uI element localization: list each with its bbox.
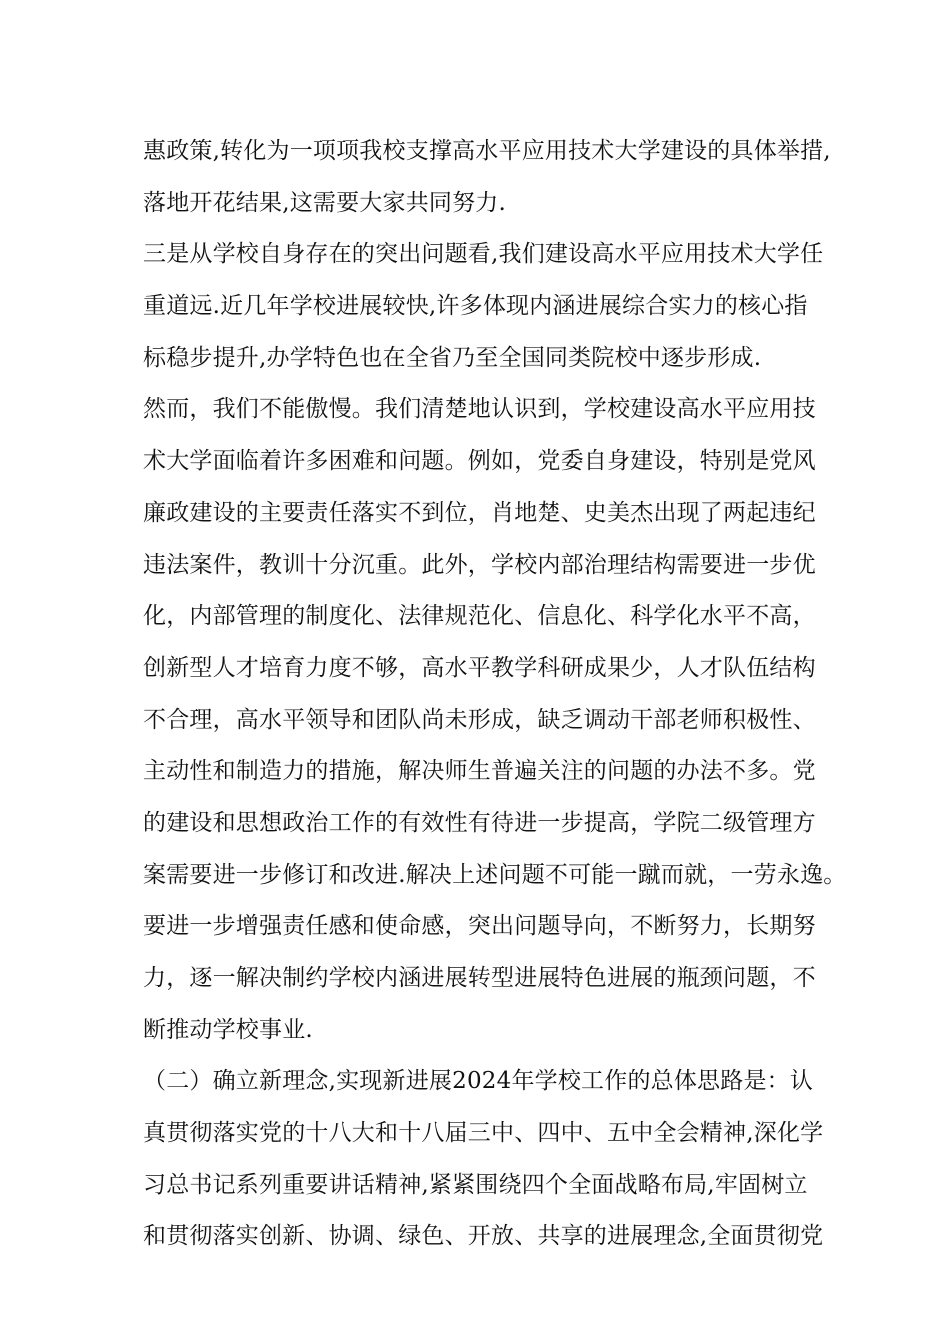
text-line: 力，逐一解决制约学校内涵进展转型进展特色进展的瓶颈问题，不 xyxy=(143,965,816,991)
text-line: 和贯彻落实创新、协调、绿色、开放、共享的进展理念,全面贯彻党 xyxy=(143,1223,824,1250)
text-line: 要进一步增强责任感和使命感，突出问题导向，不断努力，长期努 xyxy=(143,913,816,940)
text-line: 案需要进一步修订和改进.解决上述问题不可能一蹴而就，一劳永逸。 xyxy=(143,861,847,888)
text-line: 三是从学校自身存在的突出问题看,我们建设高水平应用技术大学任 xyxy=(143,241,824,268)
text-line: 真贯彻落实党的十八大和十八届三中、四中、五中全会精神,深化学 xyxy=(143,1120,824,1147)
text-line: 重道远.近几年学校进展较快,许多体现内涵进展综合实力的核心指 xyxy=(143,293,808,320)
text-line: 廉政建设的主要责任落实不到位，肖地楚、史美杰出现了两起违纪 xyxy=(143,499,816,526)
text-line: 习总书记系列重要讲话精神,紧紧围绕四个全面战略布局,牢固树立 xyxy=(143,1171,808,1198)
text-line: （二）确立新理念,实现新进展2024年学校工作的总体思路是：认 xyxy=(143,1068,814,1095)
text-line: 然而，我们不能傲慢。我们清楚地认识到，学校建设高水平应用技 xyxy=(143,396,816,423)
text-line: 创新型人才培育力度不够，高水平教学科研成果少，人才队伍结构 xyxy=(143,654,816,681)
text-line: 落地开花结果,这需要大家共同努力. xyxy=(143,189,507,216)
body-text xyxy=(143,126,847,1263)
text-line: 术大学面临着许多困难和问题。例如，党委自身建设，特别是党风 xyxy=(143,448,816,475)
text-line: 断推动学校事业. xyxy=(143,1016,313,1043)
text-line: 主动性和制造力的措施，解决师生普遍关注的问题的办法不多。党 xyxy=(143,758,816,785)
text-line: 不合理，高水平领导和团队尚未形成，缺乏调动干部老师积极性、 xyxy=(143,706,816,733)
text-line: 的建设和思想政治工作的有效性有待进一步提高，学院二级管理方 xyxy=(143,809,816,836)
text-line: 违法案件，教训十分沉重。此外，学校内部治理结构需要进一步优 xyxy=(143,551,816,578)
text-line: 化，内部管理的制度化、法律规范化、信息化、科学化水平不高， xyxy=(143,603,816,630)
text-line: 惠政策,转化为一项项我校支撑高水平应用技术大学建设的具体举措, xyxy=(143,138,831,164)
text-line: 标稳步提升,办学特色也在全省乃至全国同类院校中逐步形成. xyxy=(143,344,762,371)
